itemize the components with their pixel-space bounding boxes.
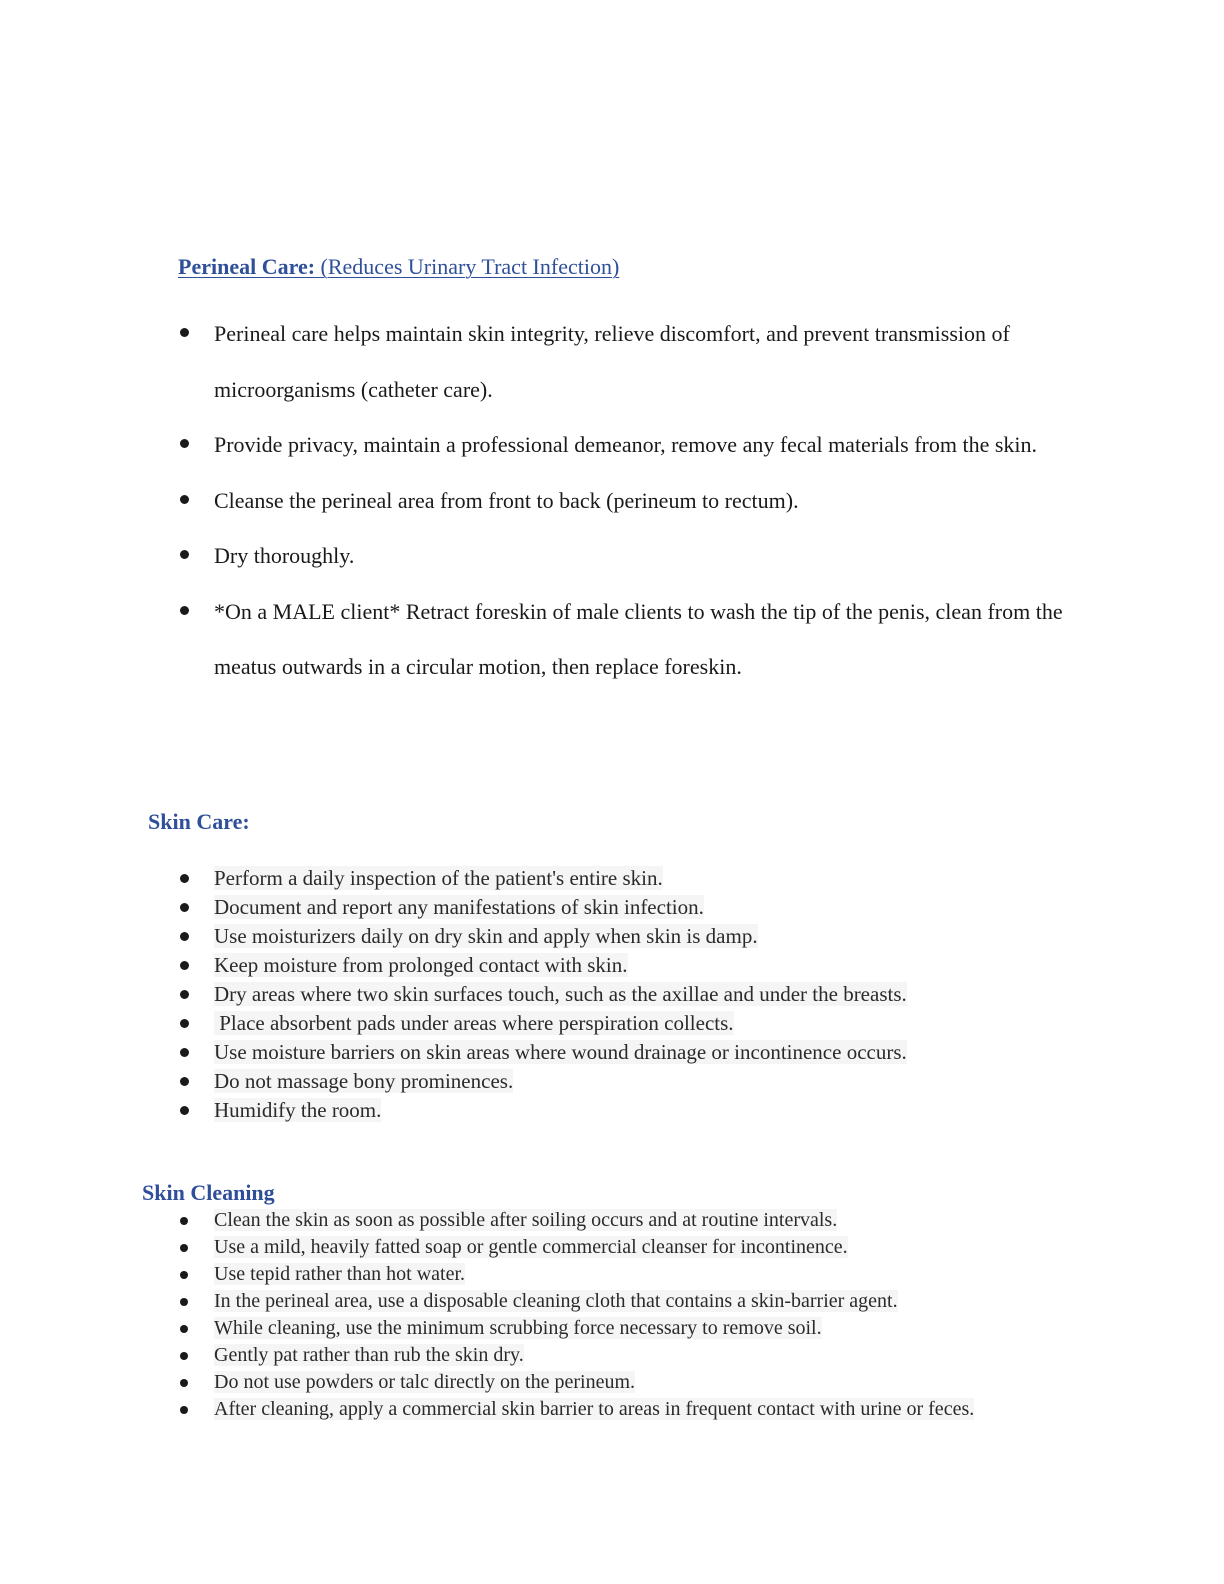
list-item: Use tepid rather than hot water. [178,1261,1098,1288]
skin-cleaning-list [178,1207,1098,1423]
list-item: Use moisturizers daily on dry skin and apply when skin is damp. [178,922,1078,951]
list-item: Document and report any manifestations of skin infection. [178,893,1078,922]
bullet-icon [180,874,189,883]
list-item: Perineal care helps maintain skin integrity, relieve discomfort, and prevent transmission of microorganisms (catheter care). [178,306,1078,417]
list-item: Dry thoroughly. [178,528,1078,584]
bullet-icon [180,1352,188,1360]
bullet-icon [180,606,189,615]
perineal-care-list [178,306,1078,695]
bullet-icon [180,961,189,970]
bullet-icon [180,1379,188,1387]
bullet-icon [180,1244,188,1252]
list-item: Use a mild, heavily fatted soap or gentle commercial cleanser for incontinence. [178,1234,1098,1261]
bullet-icon [180,1077,189,1086]
list-item: Keep moisture from prolonged contact with skin. [178,951,1078,980]
list-item: *On a MALE client* Retract foreskin of male clients to wash the tip of the penis, clean from the meatus outwards in a circular motion, then replace foreskin. [178,584,1078,695]
bullet-icon [180,1019,189,1028]
list-item: Clean the skin as soon as possible after soiling occurs and at routine intervals. [178,1207,1098,1234]
perineal-care-heading-bold: Perineal Care: [178,254,316,279]
list-item: Gently pat rather than rub the skin dry. [178,1342,1098,1369]
list-item: Dry areas where two skin surfaces touch, such as the axillae and under the breasts. [178,980,1078,1009]
list-item: Humidify the room. [178,1096,1078,1125]
perineal-care-heading [178,253,619,281]
bullet-icon [180,1271,188,1279]
skin-care-list [178,864,1078,1125]
list-item: Provide privacy, maintain a professional demeanor, remove any fecal materials from the skin. [178,417,1078,473]
bullet-icon [180,990,189,999]
list-item: While cleaning, use the minimum scrubbing force necessary to remove soil. [178,1315,1098,1342]
list-item: Place absorbent pads under areas where perspiration collects. [178,1009,1078,1038]
bullet-icon [180,903,189,912]
list-item: Cleanse the perineal area from front to back (perineum to rectum). [178,473,1078,529]
bullet-icon [180,1325,188,1333]
perineal-care-heading-rest: (Reduces Urinary Tract Infection) [315,254,620,279]
list-item: Perform a daily inspection of the patient's entire skin. [178,864,1078,893]
skin-care-heading: Skin Care: [148,809,250,834]
bullet-icon [180,932,189,941]
list-item: Do not massage bony prominences. [178,1067,1078,1096]
bullet-icon [180,1217,188,1225]
skin-cleaning-heading: Skin Cleaning [142,1180,275,1205]
bullet-icon [180,328,189,337]
list-item: After cleaning, apply a commercial skin barrier to areas in frequent contact with urine or feces. [178,1396,1098,1423]
bullet-icon [180,495,189,504]
list-item: Do not use powders or talc directly on the perineum. [178,1369,1098,1396]
bullet-icon [180,1298,188,1306]
bullet-icon [180,1106,189,1115]
bullet-icon [180,439,189,448]
bullet-icon [180,1048,189,1057]
list-item: In the perineal area, use a disposable cleaning cloth that contains a skin-barrier agent. [178,1288,1098,1315]
bullet-icon [180,550,189,559]
bullet-icon [180,1406,188,1414]
list-item: Use moisture barriers on skin areas where wound drainage or incontinence occurs. [178,1038,1078,1067]
